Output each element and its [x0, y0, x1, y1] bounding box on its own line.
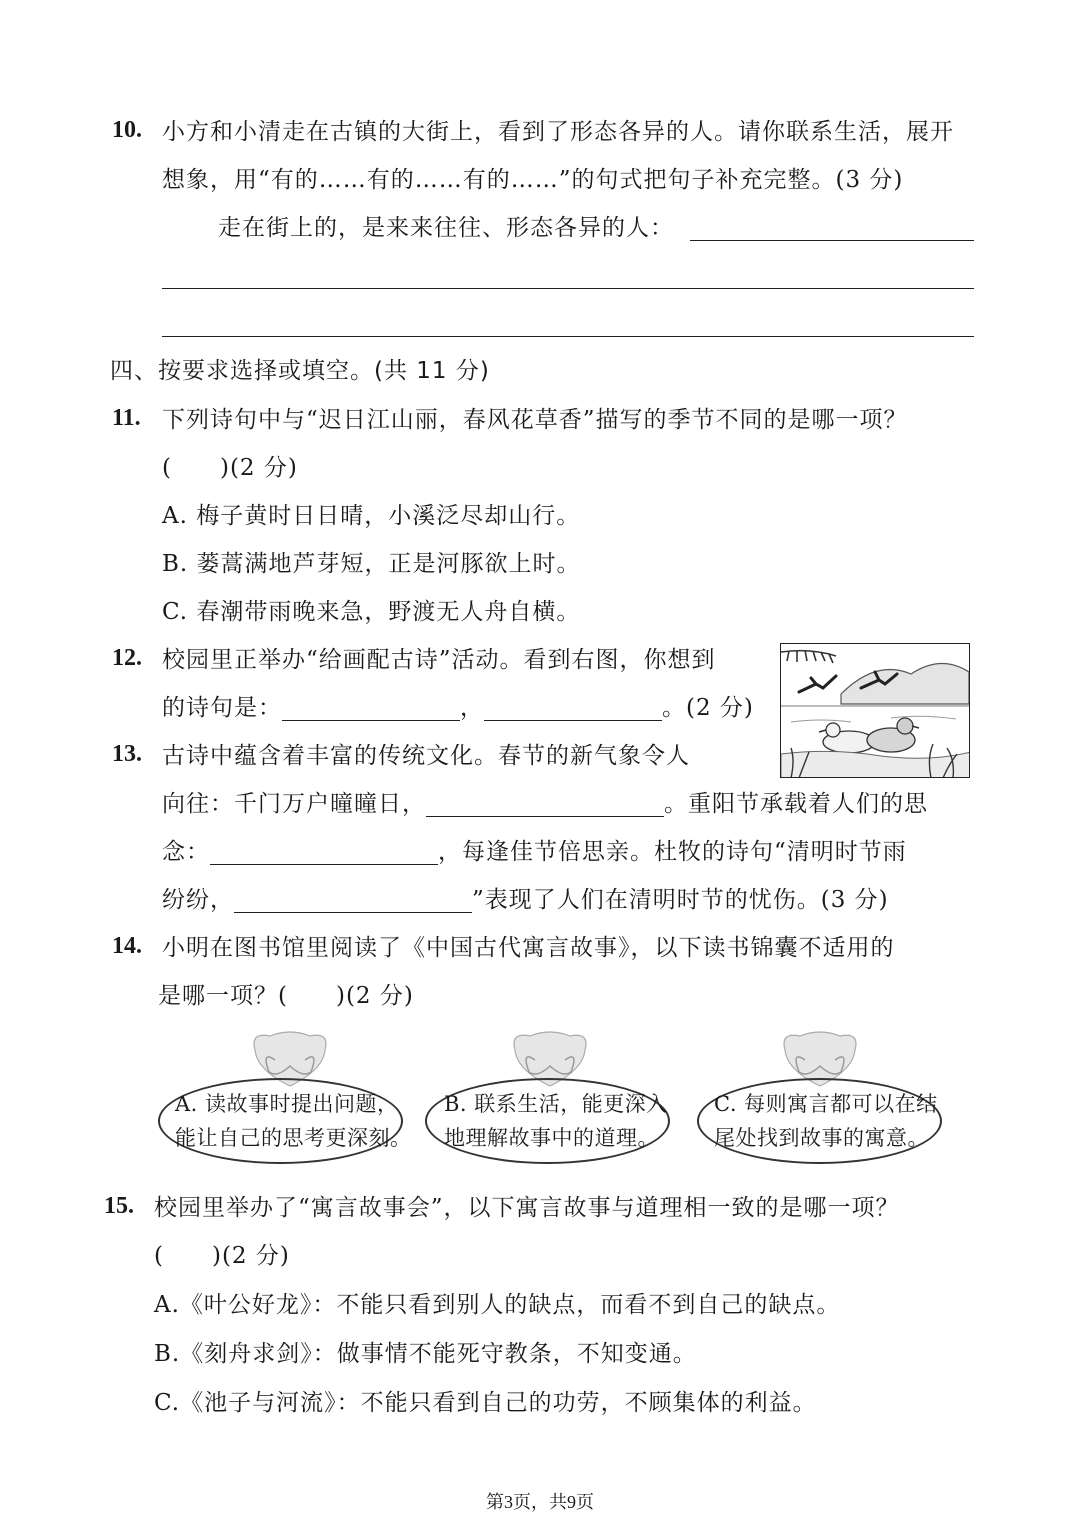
q12-line2-end: 。(2 分): [662, 695, 754, 721]
q13-blank-1[interactable]: [426, 790, 664, 817]
q14-card-c-line2: 尾处找到故事的寓意。: [714, 1126, 929, 1150]
q14-text-line1: 小明在图书馆里阅读了《中国古代寓言故事》，以下读书锦囊不适用的: [162, 935, 895, 961]
q13-text-line2: [162, 789, 928, 819]
q15-option-c[interactable]: C.《池子与河流》：不能只看到自己的功劳，不顾集体的利益。: [154, 1390, 817, 1416]
q14-card-b-line1: B. 联系生活，能更深入: [444, 1092, 668, 1116]
q13-text-line3: [162, 837, 907, 867]
q11-number: 11.: [112, 405, 141, 431]
q12-text-line1: 校园里正举办“给画配古诗”活动。看到右图，你想到: [162, 647, 716, 673]
q10-number: 10.: [112, 117, 142, 143]
q13-line2-start: 向往：千门万户曈曈日，: [162, 791, 426, 817]
q13-line3-end: ，每逢佳节倍思亲。杜牧的诗句“清明时节雨: [438, 839, 907, 865]
q13-line2-end: 。重阳节承载着人们的思: [664, 791, 928, 817]
q12-blank-1[interactable]: [282, 694, 460, 721]
q11-option-a[interactable]: A. 梅子黄时日日晴，小溪泛尽却山行。: [162, 503, 581, 529]
q12-text-line2: [162, 693, 754, 723]
swallows-ducks-illustration: [780, 643, 970, 778]
q15-number: 15.: [104, 1193, 134, 1219]
q10-text-line2: 想象，用“有的……有的……有的……”的句式把句子补充完整。(3 分): [162, 167, 904, 193]
q13-number: 13.: [112, 741, 142, 767]
q15-option-a[interactable]: A.《叶公好龙》：不能只看到别人的缺点，而看不到自己的缺点。: [154, 1292, 841, 1318]
q14-number: 14.: [112, 933, 142, 959]
q13-text-line1: 古诗中蕴含着丰富的传统文化。春节的新气象令人: [162, 743, 690, 769]
q14-card-a-line1: A. 读故事时提出问题，: [175, 1092, 399, 1116]
q13-blank-3[interactable]: [234, 886, 472, 913]
q15-option-b[interactable]: B.《刻舟求剑》：做事情不能死守教条，不知变通。: [154, 1341, 697, 1367]
q13-line3-start: 念：: [162, 839, 210, 865]
q14-card-a-line2: 能让自己的思考更深刻。: [175, 1126, 412, 1150]
q13-line4-end: ”表现了人们在清明时节的忧伤。(3 分): [472, 887, 889, 913]
q13-blank-2[interactable]: [210, 838, 438, 865]
q14-card-c-line1: C. 每则寓言都可以在结: [714, 1092, 938, 1116]
q12-number: 12.: [112, 645, 142, 671]
q11-option-b[interactable]: B. 蒌蒿满地芦芽短，正是河豚欲上时。: [162, 551, 581, 577]
q10-text-line1: 小方和小清走在古镇的大街上，看到了形态各异的人。请你联系生活，展开: [162, 119, 954, 145]
q15-answer-paren[interactable]: ( )(2 分): [154, 1243, 290, 1269]
q12-blank-2[interactable]: [484, 694, 662, 721]
page-number: 第3页，共9页: [486, 1492, 594, 1512]
q10-answer-blank-3[interactable]: [162, 336, 974, 337]
q13-text-line4: [162, 885, 889, 915]
q13-line4-start: 纷纷，: [162, 887, 234, 913]
q11-answer-paren[interactable]: ( )(2 分): [162, 455, 298, 481]
q11-text-line1: 下列诗句中与“迟日江山丽，春风花草香”描写的季节不同的是哪一项？: [162, 407, 908, 433]
q11-option-c[interactable]: C. 春潮带雨晚来急，野渡无人舟自横。: [162, 599, 581, 625]
q10-prompt: 走在街上的，是来来往往、形态各异的人：: [218, 215, 674, 241]
q12-line2-comma: ，: [460, 695, 484, 721]
q14-text-line2[interactable]: 是哪一项？( )(2 分): [158, 983, 414, 1009]
q10-answer-blank-1[interactable]: [690, 240, 974, 241]
q15-text-line1: 校园里举办了“寓言故事会”，以下寓言故事与道理相一致的是哪一项？: [154, 1195, 900, 1221]
q12-line2-start: 的诗句是：: [162, 695, 282, 721]
q14-card-b-line2: 地理解故事中的道理。: [444, 1126, 659, 1150]
section-4-title: 四、按要求选择或填空。(共 11 分): [110, 358, 490, 384]
q10-answer-blank-2[interactable]: [162, 288, 974, 289]
